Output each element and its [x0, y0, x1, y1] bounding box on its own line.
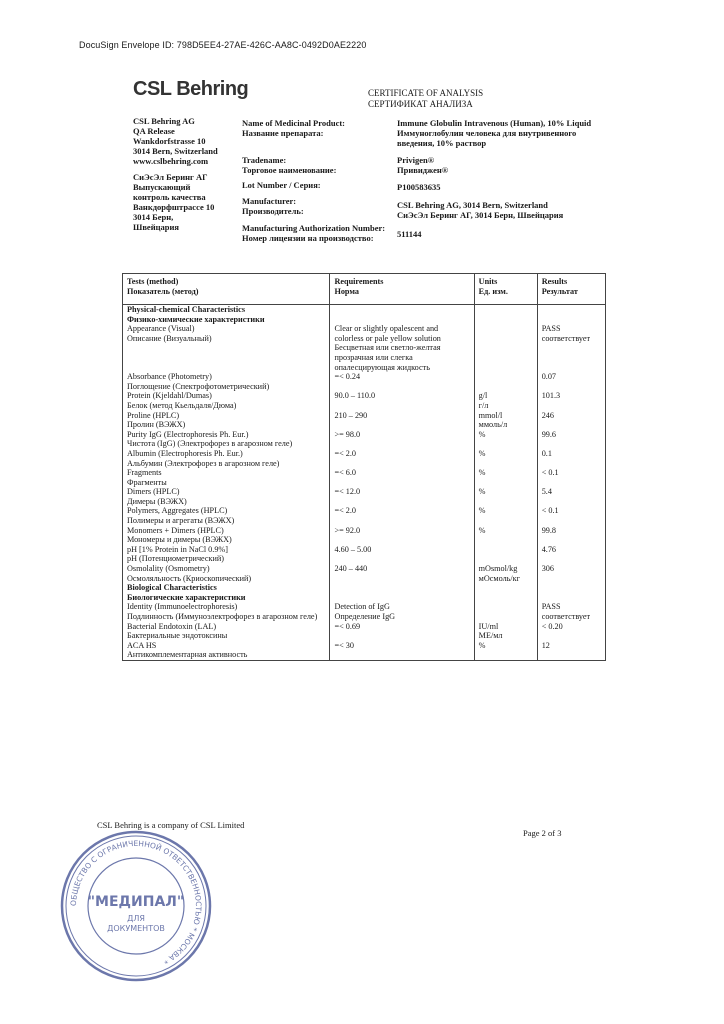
requirement-cell: =< 12.0 — [330, 487, 474, 506]
value-line: Privigen® — [397, 155, 435, 165]
empty-cell — [537, 583, 605, 602]
units-cell: % — [474, 449, 537, 468]
address-en — [133, 116, 218, 166]
test-cell: Dimers (HPLC) Димеры (ВЭЖХ) — [123, 487, 330, 506]
result-cell: 306 — [537, 564, 605, 583]
empty-cell — [330, 583, 474, 602]
units-cell: % — [474, 487, 537, 506]
footer-company: CSL Behring is a company of CSL Limited — [97, 820, 245, 830]
table-row — [123, 622, 606, 641]
certificate-title — [368, 88, 483, 110]
results-table — [122, 273, 606, 661]
table-row — [123, 449, 606, 468]
section-title: Biological Characteristics Биологические характеристики — [123, 583, 330, 602]
label-ru: Торговое наименование: — [242, 165, 337, 175]
requirement-cell: Clear or slightly opalescent and colorless or pale yellow solution Бесцветная или светло-желтая прозрачная или слегка опалесцирующая жидкость — [330, 324, 474, 372]
value-line: CSL Behring AG, 3014 Bern, Switzerland — [397, 200, 548, 210]
header-units: Units Ед. изм. — [474, 274, 537, 305]
test-cell: Appearance (Visual) Описание (Визуальный) — [123, 324, 330, 372]
company-logo: CSL Behring — [133, 78, 249, 100]
field-tradename-value — [397, 155, 448, 175]
result-cell: 0.1 — [537, 449, 605, 468]
result-cell: 5.4 — [537, 487, 605, 506]
requirement-cell: >= 92.0 — [330, 526, 474, 545]
stamp-ring-text: ОБЩЕСТВО С ОГРАНИЧЕННОЙ ОТВЕТСТВЕННОСТЬЮ * МОСКВА * — [68, 838, 204, 966]
table-row — [123, 391, 606, 410]
units-cell — [474, 602, 537, 621]
result-cell: 12 — [537, 641, 605, 661]
field-authorization-value — [397, 229, 422, 239]
address-line: контроль качества — [133, 192, 206, 202]
result-cell: PASS соответствует — [537, 602, 605, 621]
test-cell: ACA HS Антикомплементарная активность — [123, 641, 330, 661]
table-row — [123, 564, 606, 583]
result-cell: 99.6 — [537, 430, 605, 449]
docusign-envelope-id: DocuSign Envelope ID: 798D5EE4-27AE-426C-AA8C-0492D0AE2220 — [79, 40, 367, 50]
table-section-row — [123, 305, 606, 325]
table-body — [123, 305, 606, 661]
table-row — [123, 545, 606, 564]
value-line: введения, 10% раствор — [397, 138, 487, 148]
label-en: Manufacturing Authorization Number: — [242, 223, 386, 233]
address-line: Wankdorfstrasse 10 — [133, 136, 206, 146]
test-cell: Albumin (Electrophoresis Ph. Eur.) Альбумин (Электрофорез в агарозном геле) — [123, 449, 330, 468]
requirement-cell: =< 2.0 — [330, 506, 474, 525]
table-row — [123, 526, 606, 545]
test-cell: Bacterial Endotoxin (LAL) Бактериальные эндотоксины — [123, 622, 330, 641]
requirement-cell: 90.0 – 110.0 — [330, 391, 474, 410]
value-line: P100583635 — [397, 182, 441, 192]
test-cell: pH [1% Protein in NaCl 0.9%] pH (Потенциометрический) — [123, 545, 330, 564]
address-line: Ванкдорфштрассе 10 — [133, 202, 215, 212]
units-cell: % — [474, 526, 537, 545]
units-cell — [474, 324, 537, 372]
address-line: CSL Behring AG — [133, 116, 195, 126]
address-ru — [133, 172, 214, 232]
test-cell: Proline (HPLC) Пролин (ВЭЖХ) — [123, 411, 330, 430]
field-lot-value — [397, 182, 440, 192]
requirement-cell: =< 2.0 — [330, 449, 474, 468]
test-cell: Purity IgG (Electrophoresis Ph. Eur.) Чистота (IgG) (Электрофорез в агарозном геле) — [123, 430, 330, 449]
label-ru: Название препарата: — [242, 128, 324, 138]
units-cell: mmol/l ммоль/л — [474, 411, 537, 430]
field-product-value — [397, 118, 591, 148]
requirement-cell: >= 98.0 — [330, 430, 474, 449]
header-test: Tests (method) Показатель (метод) — [123, 274, 330, 305]
empty-cell — [474, 305, 537, 325]
label-ru: Номер лицензии на производство: — [242, 233, 374, 243]
units-cell: % — [474, 506, 537, 525]
result-cell: 101.3 — [537, 391, 605, 410]
field-authorization-label — [242, 223, 385, 243]
table-row — [123, 487, 606, 506]
table-row — [123, 468, 606, 487]
address-line: СиЭсЭл Беринг АГ — [133, 172, 208, 182]
table-row — [123, 372, 606, 391]
table-row — [123, 411, 606, 430]
test-cell: Identity (Immunoelectrophoresis) Подлинность (Иммуноэлектрофорез в агарозном геле) — [123, 602, 330, 621]
address-line: QA Release — [133, 126, 175, 136]
result-cell: < 0.1 — [537, 468, 605, 487]
address-line: Выпускающий — [133, 182, 191, 192]
table-header-row — [123, 274, 606, 305]
stamp-sub-text: ДОКУМЕНТОВ — [107, 924, 165, 933]
table-row — [123, 506, 606, 525]
field-manufacturer-value — [397, 200, 563, 220]
test-cell: Absorbance (Photometry) Поглощение (Спектрофотометрический) — [123, 372, 330, 391]
requirement-cell: =< 0.69 — [330, 622, 474, 641]
header-results: Results Результат — [537, 274, 605, 305]
units-cell: IU/ml МЕ/мл — [474, 622, 537, 641]
units-cell: g/l г/л — [474, 391, 537, 410]
address-line: www.cslbehring.com — [133, 156, 209, 166]
stamp-svg — [56, 826, 216, 986]
result-cell: 99.8 — [537, 526, 605, 545]
table-row — [123, 430, 606, 449]
requirement-cell: 240 – 440 — [330, 564, 474, 583]
result-cell: 4.76 — [537, 545, 605, 564]
table-row — [123, 602, 606, 621]
requirement-cell: 210 – 290 — [330, 411, 474, 430]
requirement-cell: Detection of IgG Определение IgG — [330, 602, 474, 621]
requirement-cell: =< 0.24 — [330, 372, 474, 391]
certificate-title-en: CERTIFICATE OF ANALYSIS — [368, 88, 484, 98]
label-en: Tradename: — [242, 155, 287, 165]
page-number: Page 2 of 3 — [523, 828, 562, 838]
certificate-title-ru: СЕРТИФИКАТ АНАЛИЗА — [368, 99, 473, 109]
value-line: Immune Globulin Intravenous (Human), 10% Liquid — [397, 118, 592, 128]
empty-cell — [537, 305, 605, 325]
value-line: СиЭсЭл Беринг АГ, 3014 Берн, Швейцария — [397, 210, 564, 220]
table-section-row — [123, 583, 606, 602]
test-cell: Polymers, Aggregates (HPLC) Полимеры и агрегаты (ВЭЖХ) — [123, 506, 330, 525]
value-line: 511144 — [397, 229, 422, 239]
field-manufacturer-label — [242, 196, 304, 216]
company-stamp — [56, 826, 216, 991]
label-en: Manufacturer: — [242, 196, 297, 206]
address-line: 3014 Берн, — [133, 212, 174, 222]
stamp-center-text: "МЕДИПАЛ" — [87, 894, 185, 910]
field-lot-label — [242, 180, 321, 190]
requirement-cell: =< 30 — [330, 641, 474, 661]
test-cell: Protein (Kjeldahl/Dumas) Белок (метод Кьельдаля/Дюма) — [123, 391, 330, 410]
table-row — [123, 324, 606, 372]
field-product-label — [242, 118, 345, 138]
test-cell: Osmolality (Osmometry) Осмоляльность (Криоскопический) — [123, 564, 330, 583]
section-title: Physical-chemical Characteristics Физико-химические характеристики — [123, 305, 330, 325]
value-line: Иммуноглобулин человека для внутривенного — [397, 128, 577, 138]
address-line: Швейцария — [133, 222, 179, 232]
field-tradename-label — [242, 155, 336, 175]
value-line: Привиджен® — [397, 165, 449, 175]
units-cell — [474, 545, 537, 564]
result-cell: < 0.20 — [537, 622, 605, 641]
units-cell: mOsmol/kg мОсмоль/кг — [474, 564, 537, 583]
units-cell: % — [474, 430, 537, 449]
result-cell: < 0.1 — [537, 506, 605, 525]
empty-cell — [474, 583, 537, 602]
empty-cell — [330, 305, 474, 325]
units-cell: % — [474, 468, 537, 487]
label-ru: Производитель: — [242, 206, 304, 216]
result-cell: PASS соответствует — [537, 324, 605, 372]
table-row — [123, 641, 606, 661]
label-en: Name of Medicinal Product: — [242, 118, 346, 128]
units-cell: % — [474, 641, 537, 661]
requirement-cell: 4.60 – 5.00 — [330, 545, 474, 564]
test-cell: Monomers + Dimers (HPLC) Мономеры и димеры (ВЭЖХ) — [123, 526, 330, 545]
result-cell: 246 — [537, 411, 605, 430]
address-line: 3014 Bern, Switzerland — [133, 146, 218, 156]
header-requirements: Requirements Норма — [330, 274, 474, 305]
units-cell — [474, 372, 537, 391]
test-cell: Fragments Фрагменты — [123, 468, 330, 487]
requirement-cell: =< 6.0 — [330, 468, 474, 487]
label-en: Lot Number / Серия: — [242, 180, 321, 190]
stamp-sub-text: ДЛЯ — [127, 914, 145, 923]
result-cell: 0.07 — [537, 372, 605, 391]
